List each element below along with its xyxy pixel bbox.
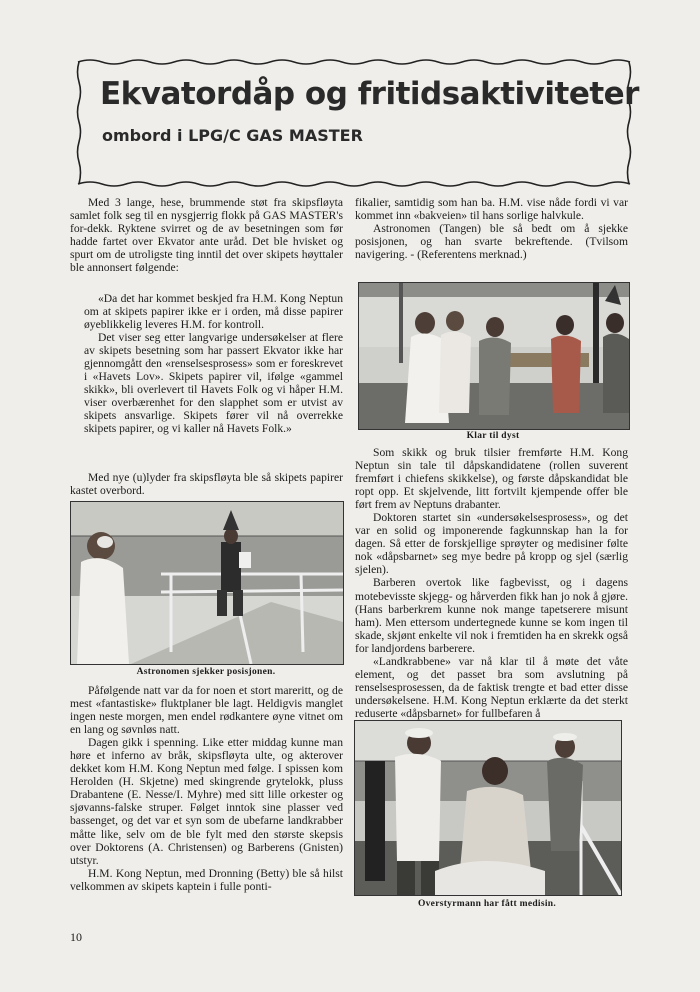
medicine-photo-image <box>355 721 621 895</box>
caption-astronomer: Astronomen sjekker posisjonen. <box>136 667 276 677</box>
col2-mid <box>355 446 628 720</box>
paragraph: Astronomen (Tangen) ble så bedt om å sjekke posisjonen, og han svarte bekreftende. (Tvilsom navigering. - (Referentens merknad.) <box>355 222 628 262</box>
paragraph: Doktoren startet sin «undersøkelsesprosess», og det var en solid og imponerende fagkunnskap han la for dagen. Så etter de forskjellige sprøyter og medisiner følte nok «dåpsbarnet» seg mye bedre på kropp og sjel (særlig sjelen). <box>355 511 628 577</box>
quote-paragraph: «Da det har kommet beskjed fra H.M. Kong Neptun om at skipets papirer ikke er i orden, må disse papirer øyeblikkelig leveres H.M. for kontroll. <box>84 292 343 332</box>
page-title: Ekvatordåp og fritidsaktiviteter <box>100 76 639 112</box>
paragraph: Med 3 lange, hese, brummende støt fra skipsfløyta samlet folk seg til en nysgjerrig flokk på GAS MASTER's for-dekk. Ryktene svirret og de av besetningen som før hadde fartet over Ekvator ante uråd. Det ble hvisket og spurt om de utroligste ting inntil det over skipets høyttaler ble annonsert følgende: <box>70 196 343 275</box>
photo-ready <box>358 282 630 430</box>
title-box <box>76 58 639 188</box>
announcement-quote <box>84 292 343 436</box>
quote-paragraph: Det viser seg etter langvarige undersøkelser at flere av skipets besetning som har passert Ekvator ikke har gjennomgått den «renselsesprosess» som er foreskrevet i «Havets Lov». Skipets papirer vil, ifølge «gammel skikk», bli overlevert til Havets Folk og vi håper H.M. viser overbærenhet for den slapphet som er utvist av skipets ansvarlige. Skipets fører vil nå overrekke skipets papirer, og vi kaller nå Havets Folk.» <box>84 331 343 436</box>
ready-photo-image <box>359 283 629 429</box>
paragraph: «Landkrabbene» var nå klar til å møte det våte element, og det passet bra som avslutning på renselsesprosessen, da de faktisk trengte et bad etter disse undersøkelsene. H.M. Kong Neptun erklærte da det sterkt reduserte «dåpsbarnet» for fullbefaren å <box>355 654 628 720</box>
page-subtitle: ombord i LPG/C GAS MASTER <box>102 126 363 145</box>
photo-astronomer <box>70 501 344 665</box>
paragraph: Som skikk og bruk tilsier fremførte H.M. Kong Neptun sin tale til dåpskandidatene (rollen suverent fremført i chiefens skikkelse), og første dåpskandidat ble ropt opp. Et skjelvende, litt fortvilt kjempende offer ble ført frem av Neptuns drabanter. <box>355 446 628 512</box>
col1-intro <box>70 196 343 274</box>
paragraph: Dagen gikk i spenning. Like etter middag kunne man høre et inferno av bråk, skipsfløyta ulte, og akterover dekket kom H.M. Kong Neptun med følge. I spissen kom Herolden (H. Skjetne) med skingrende grytelokk, pluss Drabantene (E. Nesse/I. Myhre) med sitt lille orkester og sjøvanns-falske struper. Følget inntok sine plasser ved bassenget, og det var et syn som de ubefarne landkrabber måtte like, selv om de ble fylt med den største skepsis over Doktorens (A. Christensen) og Barberens (Gnisten) utstyr. <box>70 736 343 867</box>
photo-medicine <box>354 720 622 896</box>
paragraph: fikalier, samtidig som han ba. H.M. vise nåde fordi vi var kommet inn «bakveien» til hans sorlige halvkule. <box>355 196 628 223</box>
paragraph: Med nye (u)lyder fra skipsfløyta ble så skipets papirer kastet overbord. <box>70 471 343 498</box>
page-number: 10 <box>70 930 82 944</box>
col2-top <box>355 196 628 261</box>
paragraph: H.M. Kong Neptun, med Dronning (Betty) ble så hilst velkommen av skipets kaptein i fulle ponti- <box>70 866 343 893</box>
col1-lower <box>70 684 343 893</box>
caption-medicine: Overstyrmann har fått medisin. <box>417 899 557 909</box>
col1-mid <box>70 471 343 497</box>
paragraph: Barberen overtok like fagbevisst, og i dagens motebevisste skjegg- og hårverden fikk han jo nok å gjøre. (Hans barberkrem kunne nok mange tapetserere misunt ham). Men ettersom undertegnede kunne se kom ingen til skade, skjønt enkelte vil nok i fremtiden ha en skrekk også for landjordens barberere. <box>355 576 628 655</box>
caption-ready: Klar til dyst <box>466 431 520 441</box>
paragraph: Påfølgende natt var da for noen et stort mareritt, og de mest «fantastiske» fluktplaner ble lagt. Heldigvis manglet ingen neste morgen, men endel rødkantere øyne vitnet om en lang og søvnløs natt. <box>70 684 343 737</box>
astronomer-photo-image <box>71 502 343 664</box>
